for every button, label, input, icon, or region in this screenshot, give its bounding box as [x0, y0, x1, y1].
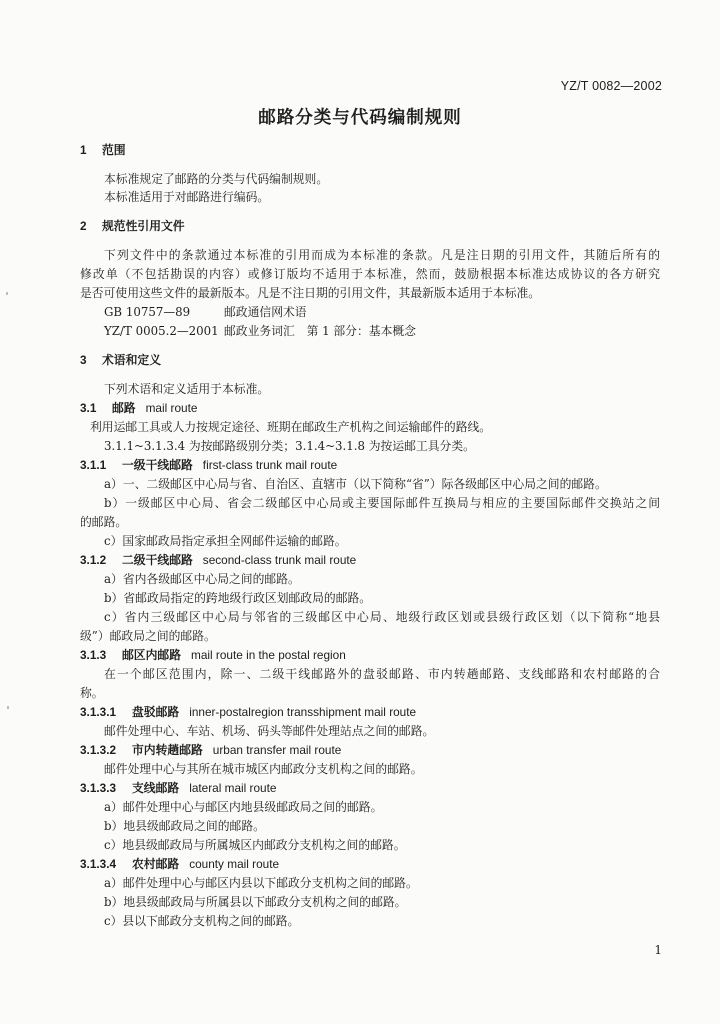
term-number: 3.1.3 — [80, 648, 107, 662]
term-3-1-3-1-heading — [80, 704, 416, 720]
list-item: c）地县级邮政局与所属城区内邮政分支机构之间的邮路。 — [104, 838, 406, 852]
reference-item — [104, 304, 307, 320]
paragraph: 下列术语和定义适用于本标准。 — [104, 382, 270, 396]
definition-line: 在一个邮区范围内，除一、二级干线邮路外的盘驳邮路、市内转趟邮路、支线邮路和农村邮路的合 — [104, 667, 660, 681]
section-number: 1 — [80, 143, 87, 157]
paragraph: 本标准适用于对邮路进行编码。 — [104, 190, 270, 204]
term-name-zh: 二级干线邮路 — [122, 553, 193, 567]
list-item-continued: 级”）邮政局之间的邮路。 — [80, 629, 216, 643]
term-number: 3.1.2 — [80, 553, 107, 567]
note: 3.1.1~3.1.3.4 为按邮路级别分类；3.1.4~3.1.8 为按运邮工具分类。 — [104, 439, 475, 453]
section-title: 规范性引用文件 — [102, 219, 185, 233]
term-number: 3.1.3.4 — [80, 857, 117, 871]
list-item: b）地县级邮政局与所属县以下邮政分支机构之间的邮路。 — [104, 895, 407, 909]
term-name-zh: 一级干线邮路 — [122, 458, 193, 472]
term-name-en: second-class trunk mail route — [202, 553, 357, 567]
term-name-en: mail route in the postal region — [191, 648, 346, 662]
paragraph: 本标准规定了邮路的分类与代码编制规则。 — [104, 172, 329, 186]
section-1-heading — [80, 142, 126, 158]
list-item: b）地县级邮政局之间的邮路。 — [104, 819, 265, 833]
list-item: c）国家邮政局指定承担全网邮件运输的邮路。 — [104, 534, 347, 548]
term-3-1-heading — [80, 400, 197, 416]
term-3-1-3-4-heading — [80, 856, 279, 872]
list-item: a）邮件处理中心与邮区内县以下邮政分支机构之间的邮路。 — [104, 876, 418, 890]
paragraph-line: 是否可使用这些文件的最新版本。凡是不注日期的引用文件，其最新版本适用于本标准。 — [80, 286, 541, 300]
list-item-continued: 的邮路。 — [80, 515, 128, 529]
term-number: 3.1.1 — [80, 458, 107, 472]
term-name-zh: 农村邮路 — [132, 857, 180, 871]
section-title: 术语和定义 — [102, 353, 161, 367]
section-title: 范围 — [102, 143, 126, 157]
term-name-zh: 邮区内邮路 — [122, 648, 181, 662]
term-name-zh: 市内转趟邮路 — [132, 743, 203, 757]
term-3-1-2-heading — [80, 552, 356, 568]
scan-speck — [7, 706, 9, 709]
section-number: 3 — [80, 353, 87, 367]
definition: 利用运邮工具或人力按规定途径、班期在邮政生产机构之间运输邮件的路线。 — [90, 420, 492, 434]
list-item: a）省内各级邮区中心局之间的邮路。 — [104, 572, 300, 586]
reference-title: 邮政通信网术语 — [224, 305, 307, 319]
term-name-zh: 盘驳邮路 — [132, 705, 180, 719]
paragraph-line: 下列文件中的条款通过本标准的引用而成为本标准的条款。凡是注日期的引用文件，其随后所有的 — [104, 248, 660, 262]
reference-code: YZ/T 0005.2—2001 — [104, 324, 219, 338]
document-title: 邮路分类与代码编制规则 — [258, 108, 462, 128]
list-item: c）省内三级邮区中心局与邻省的三级邮区中心局、地级行政区划或县级行政区划（以下简称“地县 — [104, 610, 660, 624]
term-3-1-1-heading — [80, 457, 337, 473]
term-3-1-3-2-heading — [80, 742, 341, 758]
term-name-en: lateral mail route — [189, 781, 277, 795]
term-number: 3.1.3.3 — [80, 781, 117, 795]
term-name-zh: 邮路 — [112, 401, 136, 415]
list-item: a）一、二级邮区中心局与省、自治区、直辖市（以下简称“省”）际各级邮区中心局之间的邮路。 — [104, 477, 607, 491]
reference-item — [104, 323, 416, 339]
term-name-zh: 支线邮路 — [132, 781, 180, 795]
term-name-en: county mail route — [189, 857, 280, 871]
term-name-en: first-class trunk mail route — [202, 458, 338, 472]
term-number: 3.1 — [80, 401, 97, 415]
reference-code: GB 10757—89 — [104, 305, 191, 319]
scan-speck — [6, 292, 8, 295]
list-item: b）一级邮区中心局、省会二级邮区中心局或主要国际邮件互换局与相应的主要国际邮件交换站之间 — [104, 496, 660, 510]
term-name-en: mail route — [145, 401, 198, 415]
list-item: b）省邮政局指定的跨地级行政区划邮政局的邮路。 — [104, 591, 372, 605]
section-2-heading — [80, 218, 185, 234]
section-number: 2 — [80, 219, 87, 233]
term-name-en: urban transfer mail route — [212, 743, 342, 757]
standard-code: YZ/T 0082—2002 — [560, 79, 662, 93]
definition: 邮件处理中心、车站、机场、码头等邮件处理站点之间的邮路。 — [104, 724, 435, 738]
section-3-heading — [80, 352, 161, 368]
definition: 邮件处理中心与其所在城市城区内邮政分支机构之间的邮路。 — [104, 762, 423, 776]
term-number: 3.1.3.1 — [80, 705, 117, 719]
reference-title: 邮政业务词汇 第 1 部分：基本概念 — [224, 324, 416, 338]
term-number: 3.1.3.2 — [80, 743, 117, 757]
definition-line: 称。 — [80, 686, 104, 700]
term-3-1-3-heading — [80, 647, 346, 663]
paragraph-line: 修改单（不包括勘误的内容）或修订版均不适用于本标准，然而，鼓励根据本标准达成协议的各方研究 — [80, 267, 660, 281]
term-3-1-3-3-heading — [80, 780, 276, 796]
list-item: c）县以下邮政分支机构之间的邮路。 — [104, 914, 300, 928]
term-name-en: inner-postalregion transshipment mail route — [189, 705, 417, 719]
page-number: 1 — [654, 943, 662, 957]
list-item: a）邮件处理中心与邮区内地县级邮政局之间的邮路。 — [104, 800, 383, 814]
